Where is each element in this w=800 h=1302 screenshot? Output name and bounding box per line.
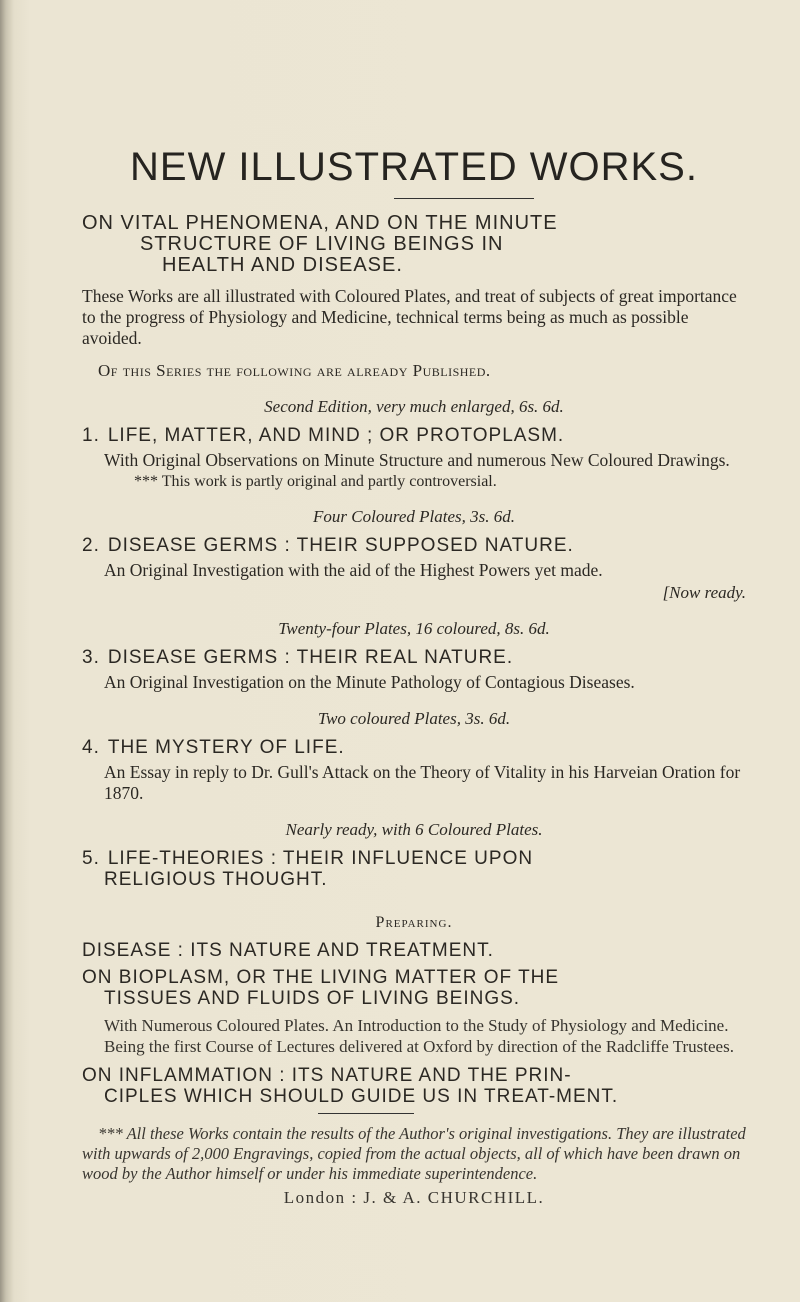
item-5-number: 5. <box>82 848 100 869</box>
preparing-work-2-title-text: ON BIOPLASM, OR THE LIVING MATTER OF THE <box>82 967 560 988</box>
item-5-title-text: LIFE-THEORIES : THEIR INFLUENCE UPON <box>107 848 534 869</box>
item-2-title <box>82 535 746 556</box>
item-2-status: [Now ready. <box>662 583 746 602</box>
series-heading-line-3: HEALTH AND DISEASE. <box>162 254 403 276</box>
item-5-title-continued: RELIGIOUS THOUGHT. <box>104 869 328 890</box>
item-3-price: Twenty-four Plates, 16 coloured, 8s. 6d. <box>278 619 550 638</box>
preparing-work-3-title-text: ON INFLAMMATION : ITS NATURE AND THE PRIN- <box>82 1065 572 1086</box>
preparing-work-2-description: With Numerous Coloured Plates. An Introduction to the Study of Physiology and Medicine. Being the first Course of Lectures delivered at Oxford by direction of the Radcliffe Trustees. <box>104 1016 734 1056</box>
item-1-note: *** This work is partly original and partly controversial. <box>134 473 497 490</box>
item-4-title <box>82 737 746 758</box>
item-2-number: 2. <box>82 535 100 556</box>
item-2-description: An Original Investigation with the aid of the Highest Powers yet made. <box>104 560 603 580</box>
page-title: NEW ILLUSTRATED WORKS. <box>130 145 698 189</box>
item-5-title <box>82 848 746 890</box>
item-4-description: An Essay in reply to Dr. Gull's Attack on the Theory of Vitality in his Harveian Oration for 1870. <box>104 762 741 803</box>
item-2-title-text: DISEASE GERMS : THEIR SUPPOSED NATURE. <box>107 535 574 556</box>
footnote: *** All these Works contain the results of the Author's original investigations. They are illustrated with upwards of 2,000 Engravings, copied from the actual objects, all of which have been drawn on wood by the Author himself or under his immediate superintendence. <box>82 1124 746 1183</box>
series-heading-line-2: STRUCTURE OF LIVING BEINGS IN <box>140 233 504 255</box>
item-4-number: 4. <box>82 737 100 758</box>
preparing-work-1-title: DISEASE : ITS NATURE AND TREATMENT. <box>82 940 494 961</box>
preparing-heading: Preparing. <box>375 914 453 931</box>
preparing-work-2-title <box>82 967 746 1009</box>
series-heading <box>82 213 746 276</box>
intro-paragraph: These Works are all illustrated with Coloured Plates, and treat of subjects of great importance to the progress of Physiology and Medicine, technical terms being as much as possible avoided. <box>82 286 737 348</box>
item-1-title <box>82 425 746 446</box>
item-3-title-text: DISEASE GERMS : THEIR REAL NATURE. <box>107 647 514 668</box>
item-5-price: Nearly ready, with 6 Coloured Plates. <box>285 820 543 839</box>
item-1-description: With Original Observations on Minute Structure and numerous New Coloured Drawings. <box>104 450 730 470</box>
item-2-price: Four Coloured Plates, 3s. 6d. <box>313 507 515 526</box>
series-heading-line-1: ON VITAL PHENOMENA, AND ON THE MINUTE <box>82 212 558 234</box>
title-rule <box>394 198 534 199</box>
item-3-description: An Original Investigation on the Minute Pathology of Contagious Diseases. <box>104 672 635 692</box>
item-4-price: Two coloured Plates, 3s. 6d. <box>317 709 511 728</box>
preparing-work-2-title-continued: TISSUES AND FLUIDS OF LIVING BEINGS. <box>104 988 521 1009</box>
section-divider <box>318 1113 414 1114</box>
item-1-number: 1. <box>82 425 100 446</box>
item-3-title <box>82 647 746 668</box>
series-note: Of this Series the following are already Published. <box>98 361 491 380</box>
publisher-imprint: London : J. & A. CHURCHILL. <box>283 1188 545 1207</box>
item-3-number: 3. <box>82 647 100 668</box>
item-1-title-text: LIFE, MATTER, AND MIND ; OR PROTOPLASM. <box>107 425 565 446</box>
item-4-title-text: THE MYSTERY OF LIFE. <box>107 737 345 758</box>
preparing-work-3-title-continued: CIPLES WHICH SHOULD GUIDE US IN TREAT-MENT. <box>104 1086 619 1107</box>
document-content <box>82 145 746 1208</box>
preparing-work-3-title <box>82 1065 746 1107</box>
item-1-price: Second Edition, very much enlarged, 6s. 6d. <box>264 397 564 416</box>
